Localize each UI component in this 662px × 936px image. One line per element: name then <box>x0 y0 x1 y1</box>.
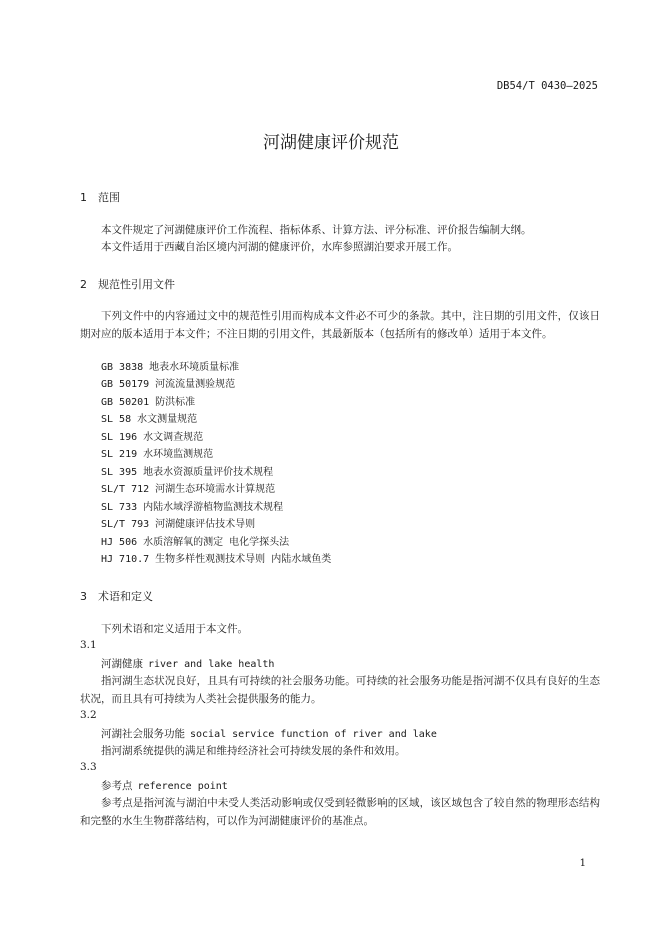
document-title: 河湖健康评价规范 <box>263 133 399 153</box>
reference-item: SL 395 地表水资源质量评价技术规程 <box>101 466 274 478</box>
section-2-number: 2 <box>80 278 87 291</box>
term-definition: 指河湖生态状况良好，且具有可持续的社会服务功能。可持续的社会服务功能是指河湖不仅具有良好的生态状况，而且具有可持续为人类社会提供服务的能力。 <box>80 675 600 705</box>
section-2-heading <box>80 276 175 292</box>
term-name-zh: 河湖社会服务功能 <box>101 728 185 740</box>
reference-item: GB 3838 地表水环境质量标准 <box>101 362 240 373</box>
term-name <box>101 726 437 741</box>
section-2-title: 规范性引用文件 <box>98 278 175 291</box>
term-name-en: river and lake health <box>148 659 275 670</box>
reference-item: HJ 506 水质溶解氧的测定 电化学探头法 <box>101 536 290 548</box>
term-name <box>101 778 228 793</box>
reference-item: HJ 710.7 生物多样性观测技术导则 内陆水域鱼类 <box>101 553 332 565</box>
reference-item: GB 50179 河流流量测验规范 <box>101 379 236 391</box>
section-1-number: 1 <box>80 191 87 204</box>
term-name-en: reference point <box>137 781 228 792</box>
reference-item: GB 50201 防洪标准 <box>101 396 196 408</box>
reference-item: SL 196 水文调查规范 <box>101 431 204 443</box>
section-3-heading <box>80 588 153 604</box>
section-1-heading <box>80 189 120 205</box>
term-definition: 指河湖系统提供的满足和维持经济社会可持续发展的条件和效用。 <box>101 745 406 757</box>
section-3-title: 术语和定义 <box>98 590 153 603</box>
term-name-zh: 参考点 <box>101 780 133 792</box>
term-number: 3.2 <box>80 709 97 721</box>
section-2-intro: 下列文件中的内容通过文中的规范性引用而构成本文件必不可少的条款。其中，注日期的引用文件，仅该日期对应的版本适用于本文件；不注日期的引用文件，其最新版本（包括所有的修改单）适用于本文件。 <box>80 310 600 340</box>
section-1-paragraph-2: 本文件适用于西藏自治区境内河湖的健康评价，水库参照湖泊要求开展工作。 <box>101 241 458 253</box>
reference-item: SL 219 水环境监测规范 <box>101 449 214 461</box>
reference-item: SL 58 水文测量规范 <box>101 414 198 426</box>
section-3-number: 3 <box>80 590 87 603</box>
term-number: 3.1 <box>80 639 97 651</box>
term-name-zh: 河湖健康 <box>101 658 143 670</box>
term-name-en: social service function of river and lake <box>190 729 437 740</box>
reference-list <box>101 359 331 568</box>
term-number: 3.3 <box>80 761 97 773</box>
page-number: 1 <box>579 858 586 869</box>
reference-item: SL/T 712 河湖生态环境需水计算规范 <box>101 484 276 496</box>
section-3-intro: 下列术语和定义适用于本文件。 <box>101 623 248 635</box>
section-1-paragraph-1: 本文件规定了河湖健康评价工作流程、指标体系、计算方法、评分标准、评价报告编制大纲。 <box>101 224 532 236</box>
standard-code: DB54/T 0430—2025 <box>496 80 598 92</box>
term-definition: 参考点是指河流与湖泊中未受人类活动影响或仅受到轻微影响的区域，该区域包含了较自然的物理形态结构和完整的水生生物群落结构，可以作为河湖健康评价的基准点。 <box>80 797 600 827</box>
reference-item: SL/T 793 河湖健康评估技术导则 <box>101 519 256 531</box>
section-1-title: 范围 <box>98 191 120 204</box>
reference-item: SL 733 内陆水域浮游植物监测技术规程 <box>101 501 284 513</box>
term-name <box>101 656 274 671</box>
